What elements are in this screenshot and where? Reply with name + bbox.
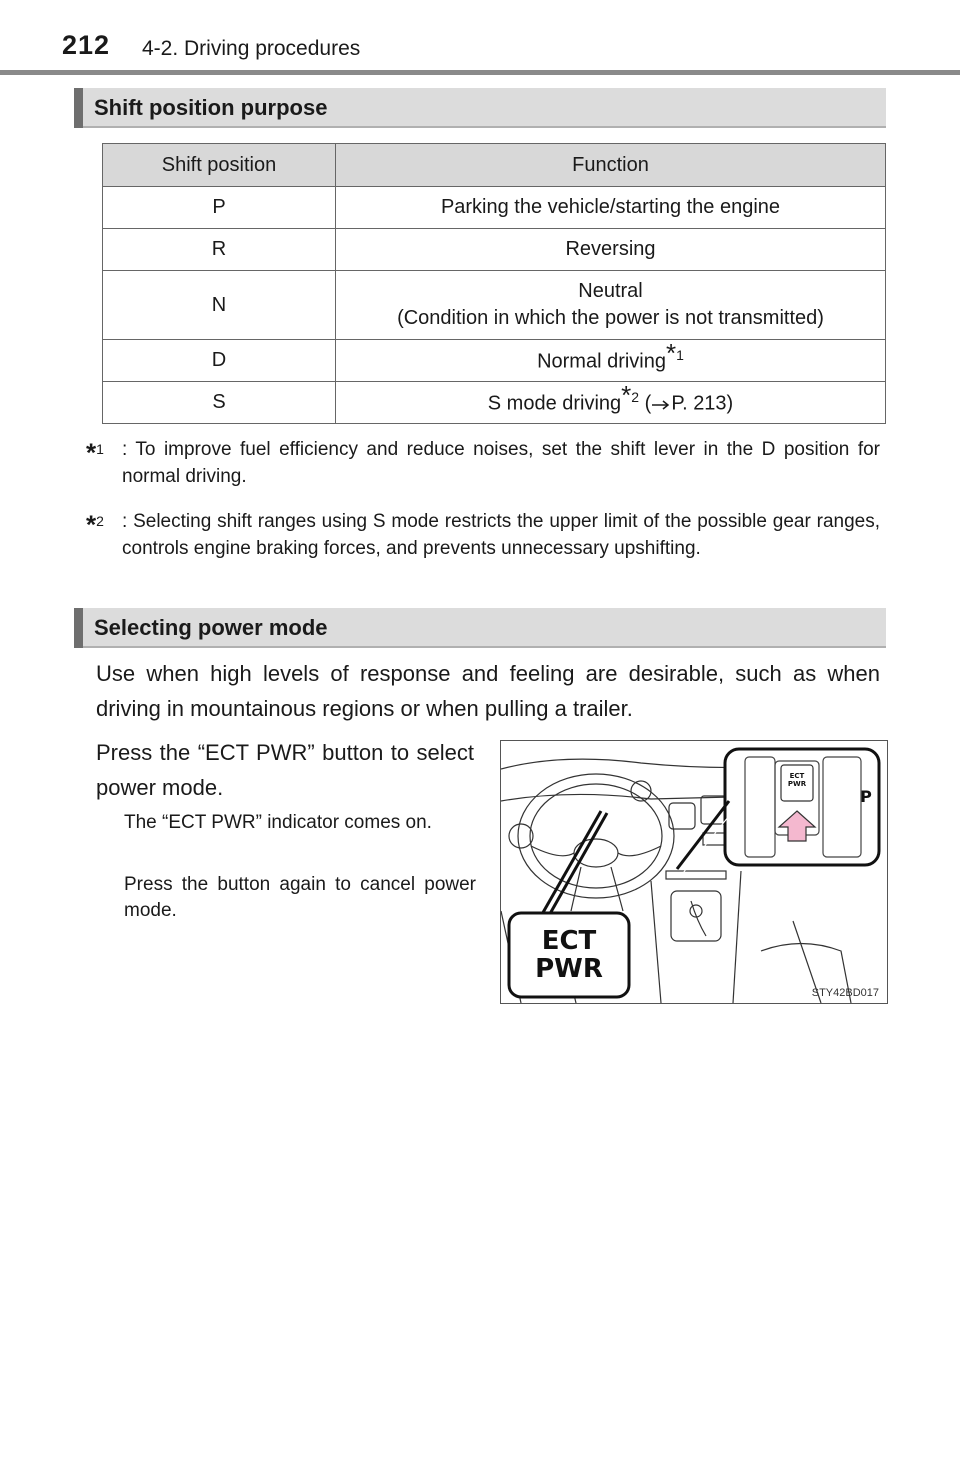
shift-position-cell: D (103, 340, 336, 382)
footnote-marker: *$^1$ (86, 437, 104, 468)
arrow-right-icon (651, 399, 671, 411)
page-header (0, 0, 960, 76)
table-row (103, 340, 886, 382)
header-divider (0, 70, 960, 75)
footnote-text: : To improve fuel efficiency and reduce noises, set the shift lever in the D position for normal driving. (122, 439, 880, 487)
cancel-note: Press the button again to cancel power mode. (124, 874, 476, 921)
page-reference: P. 213) (671, 392, 734, 415)
parking-indicator-label: P (860, 787, 872, 806)
indicator-note: The “ECT PWR” indicator comes on. (124, 812, 432, 833)
function-cell: S mode driving$^{*2}$ ( P. 213) (336, 382, 886, 424)
footnote-1 (86, 436, 880, 490)
footnote-text: : Selecting shift ranges using S mode restricts the upper limit of the possible gear ranges, controls engine braking forces, and prevents unnecessary upshifting. (122, 511, 880, 559)
table-row (103, 229, 886, 271)
shift-section-heading (74, 88, 886, 128)
shift-position-cell: R (103, 229, 336, 271)
power-section-heading (74, 608, 886, 648)
function-text: Neutral (578, 280, 643, 302)
power-section-title: Selecting power mode (94, 615, 328, 640)
table-row (103, 187, 886, 229)
footnote-2 (86, 508, 880, 562)
shift-position-cell: S (103, 382, 336, 424)
shift-position-table (102, 143, 886, 424)
figure-code: STY42BD017 (811, 987, 879, 999)
power-mode-intro: Use when high levels of response and feeling are desirable, such as when driving in mountainous regions or when pulling a trailer. (96, 661, 880, 721)
power-mode-instruction: Press the “ECT PWR” button to select power mode. (96, 740, 474, 800)
page-number: 212 (62, 30, 111, 60)
table-header-row (103, 144, 886, 187)
footnote-ref: 2 (631, 389, 640, 406)
heading-accent-bar (74, 88, 83, 128)
dashboard-illustration (500, 740, 888, 1004)
footnote-marker: *$^2$ (86, 509, 104, 540)
shift-section-title: Shift position purpose (94, 95, 328, 120)
function-cell (336, 271, 886, 340)
ect-pwr-button-label: ECT PWR (787, 772, 807, 788)
column-header-position: Shift position (103, 144, 336, 187)
shift-position-cell: P (103, 187, 336, 229)
ect-pwr-callout-label: ECT PWR (535, 926, 603, 984)
column-header-function: Function (336, 144, 886, 187)
function-text: Normal driving (537, 350, 666, 373)
function-cell: Parking the vehicle/starting the engine (336, 187, 886, 229)
shift-position-cell: N (103, 271, 336, 340)
footnote-ref: 1 (676, 347, 684, 364)
footnote-asterisk: * (666, 338, 677, 369)
table-row (103, 382, 886, 424)
heading-accent-bar (74, 608, 83, 648)
function-text: (Condition in which the power is not transmitted) (397, 307, 824, 329)
function-cell: Reversing (336, 229, 886, 271)
footnote-asterisk: * (621, 380, 632, 411)
table-row (103, 271, 886, 340)
chapter-title: 4-2. Driving procedures (142, 37, 361, 60)
function-cell (336, 340, 886, 382)
function-text: S mode driving (487, 392, 622, 415)
